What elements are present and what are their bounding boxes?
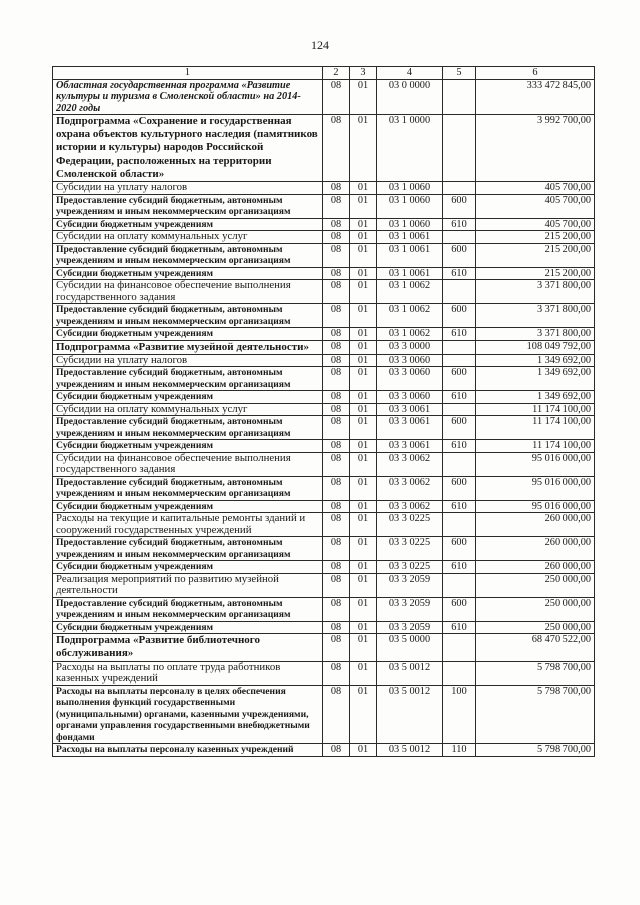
row-target-code-cell: 03 3 2059 <box>377 573 443 597</box>
row-target-code-cell: 03 1 0000 <box>377 115 443 182</box>
row-amount-cell: 95 016 000,00 <box>476 452 595 476</box>
row-subsection-cell: 01 <box>350 661 377 685</box>
row-section-cell: 08 <box>323 500 350 513</box>
row-name-cell: Субсидии бюджетным учреждениям <box>53 267 323 280</box>
row-section-cell: 08 <box>323 354 350 367</box>
table-row <box>53 597 595 621</box>
row-name-cell: Предоставление субсидий бюджетным, автономным учреждениям и иным некоммерческим организациям <box>53 597 323 621</box>
row-expense-type-cell <box>443 513 476 537</box>
row-subsection-cell: 01 <box>350 194 377 218</box>
row-section-cell: 08 <box>323 391 350 404</box>
row-expense-type-cell: 610 <box>443 500 476 513</box>
header-cell: 2 <box>323 67 350 80</box>
row-amount-cell: 3 992 700,00 <box>476 115 595 182</box>
row-section-cell: 08 <box>323 328 350 341</box>
row-name-cell: Субсидии на финансовое обеспечение выполнения государственного задания <box>53 280 323 304</box>
row-subsection-cell: 01 <box>350 280 377 304</box>
table-row <box>53 561 595 574</box>
row-name-cell: Субсидии бюджетным учреждениям <box>53 440 323 453</box>
row-expense-type-cell: 600 <box>443 476 476 500</box>
table-row <box>53 328 595 341</box>
row-target-code-cell: 03 3 0000 <box>377 340 443 354</box>
row-expense-type-cell: 600 <box>443 537 476 561</box>
row-subsection-cell: 01 <box>350 182 377 195</box>
row-amount-cell: 260 000,00 <box>476 561 595 574</box>
row-target-code-cell: 03 0 0000 <box>377 79 443 115</box>
row-section-cell: 08 <box>323 661 350 685</box>
row-target-code-cell: 03 3 0060 <box>377 391 443 404</box>
row-amount-cell: 215 200,00 <box>476 243 595 267</box>
row-subsection-cell: 01 <box>350 328 377 341</box>
row-target-code-cell: 03 5 0012 <box>377 685 443 744</box>
row-amount-cell: 95 016 000,00 <box>476 476 595 500</box>
row-expense-type-cell: 610 <box>443 391 476 404</box>
row-expense-type-cell: 100 <box>443 685 476 744</box>
header-cell: 3 <box>350 67 377 80</box>
row-subsection-cell: 01 <box>350 340 377 354</box>
row-expense-type-cell: 610 <box>443 440 476 453</box>
row-amount-cell: 11 174 100,00 <box>476 416 595 440</box>
row-section-cell: 08 <box>323 367 350 391</box>
row-name-cell: Предоставление субсидий бюджетным, автономным учреждениям и иным некоммерческим организациям <box>53 194 323 218</box>
row-amount-cell: 250 000,00 <box>476 597 595 621</box>
row-expense-type-cell <box>443 634 476 661</box>
row-target-code-cell: 03 3 0225 <box>377 561 443 574</box>
row-name-cell: Субсидии бюджетным учреждениям <box>53 500 323 513</box>
table-row <box>53 280 595 304</box>
table-row <box>53 744 595 757</box>
header-row <box>53 67 595 80</box>
table-row <box>53 115 595 182</box>
row-name-cell: Расходы на текущие и капитальные ремонты зданий и сооружений государственных учреждений <box>53 513 323 537</box>
row-name-cell: Реализация мероприятий по развитию музейной деятельности <box>53 573 323 597</box>
row-section-cell: 08 <box>323 685 350 744</box>
table-row <box>53 367 595 391</box>
row-amount-cell: 5 798 700,00 <box>476 744 595 757</box>
row-section-cell: 08 <box>323 537 350 561</box>
table-row <box>53 194 595 218</box>
row-name-cell: Субсидии на уплату налогов <box>53 354 323 367</box>
row-amount-cell: 95 016 000,00 <box>476 500 595 513</box>
row-target-code-cell: 03 1 0061 <box>377 243 443 267</box>
row-expense-type-cell <box>443 79 476 115</box>
row-expense-type-cell: 110 <box>443 744 476 757</box>
row-name-cell: Подпрограмма «Развитие библиотечного обслуживания» <box>53 634 323 661</box>
table-row <box>53 440 595 453</box>
row-target-code-cell: 03 1 0061 <box>377 267 443 280</box>
row-name-cell: Предоставление субсидий бюджетным, автономным учреждениям и иным некоммерческим организациям <box>53 476 323 500</box>
row-expense-type-cell <box>443 115 476 182</box>
row-name-cell: Субсидии на уплату налогов <box>53 182 323 195</box>
row-target-code-cell: 03 3 0060 <box>377 367 443 391</box>
row-section-cell: 08 <box>323 79 350 115</box>
row-target-code-cell: 03 1 0060 <box>377 194 443 218</box>
row-expense-type-cell: 600 <box>443 243 476 267</box>
row-section-cell: 08 <box>323 194 350 218</box>
row-name-cell: Субсидии на оплату коммунальных услуг <box>53 403 323 416</box>
row-name-cell: Субсидии на оплату коммунальных услуг <box>53 231 323 244</box>
row-target-code-cell: 03 1 0060 <box>377 182 443 195</box>
row-expense-type-cell <box>443 340 476 354</box>
row-subsection-cell: 01 <box>350 621 377 634</box>
row-section-cell: 08 <box>323 744 350 757</box>
table-row <box>53 231 595 244</box>
row-amount-cell: 405 700,00 <box>476 194 595 218</box>
row-subsection-cell: 01 <box>350 500 377 513</box>
row-subsection-cell: 01 <box>350 218 377 231</box>
row-amount-cell: 68 470 522,00 <box>476 634 595 661</box>
header-cell: 1 <box>53 67 323 80</box>
row-subsection-cell: 01 <box>350 115 377 182</box>
row-amount-cell: 405 700,00 <box>476 182 595 195</box>
row-expense-type-cell <box>443 403 476 416</box>
row-target-code-cell: 03 1 0062 <box>377 280 443 304</box>
table-row <box>53 403 595 416</box>
row-expense-type-cell: 610 <box>443 561 476 574</box>
row-expense-type-cell <box>443 573 476 597</box>
row-target-code-cell: 03 1 0060 <box>377 218 443 231</box>
row-subsection-cell: 01 <box>350 561 377 574</box>
row-subsection-cell: 01 <box>350 685 377 744</box>
row-subsection-cell: 01 <box>350 79 377 115</box>
row-section-cell: 08 <box>323 621 350 634</box>
table-row <box>53 79 595 115</box>
row-target-code-cell: 03 3 2059 <box>377 597 443 621</box>
row-target-code-cell: 03 3 2059 <box>377 621 443 634</box>
table-row <box>53 452 595 476</box>
row-subsection-cell: 01 <box>350 354 377 367</box>
table-body <box>53 79 595 756</box>
row-amount-cell: 11 174 100,00 <box>476 440 595 453</box>
row-expense-type-cell: 600 <box>443 416 476 440</box>
header-cell: 4 <box>377 67 443 80</box>
row-amount-cell: 260 000,00 <box>476 537 595 561</box>
row-name-cell: Субсидии на финансовое обеспечение выполнения государственного задания <box>53 452 323 476</box>
table-row <box>53 304 595 328</box>
row-subsection-cell: 01 <box>350 476 377 500</box>
table-row <box>53 685 595 744</box>
row-subsection-cell: 01 <box>350 403 377 416</box>
row-name-cell: Субсидии бюджетным учреждениям <box>53 561 323 574</box>
row-target-code-cell: 03 1 0062 <box>377 328 443 341</box>
row-target-code-cell: 03 3 0225 <box>377 537 443 561</box>
row-name-cell: Расходы на выплаты персоналу в целях обеспечения выполнения функций государственными (муниципальными) органами, казенными учреждениями, органами управления государственными внебюджетными фондами <box>53 685 323 744</box>
page-number: 124 <box>311 38 329 52</box>
row-name-cell: Предоставление субсидий бюджетным, автономным учреждениям и иным некоммерческим организациям <box>53 537 323 561</box>
row-expense-type-cell <box>443 231 476 244</box>
row-expense-type-cell <box>443 354 476 367</box>
row-name-cell: Субсидии бюджетным учреждениям <box>53 218 323 231</box>
row-amount-cell: 1 349 692,00 <box>476 391 595 404</box>
header-cell: 6 <box>476 67 595 80</box>
table-row <box>53 182 595 195</box>
row-amount-cell: 215 200,00 <box>476 231 595 244</box>
row-target-code-cell: 03 3 0062 <box>377 500 443 513</box>
row-amount-cell: 3 371 800,00 <box>476 304 595 328</box>
row-target-code-cell: 03 5 0012 <box>377 661 443 685</box>
table-row <box>53 573 595 597</box>
row-target-code-cell: 03 3 0060 <box>377 354 443 367</box>
table-row <box>53 621 595 634</box>
row-name-cell: Областная государственная программа «Развитие культуры и туризма в Смоленской области» на 2014-2020 годы <box>53 79 323 115</box>
row-target-code-cell: 03 5 0000 <box>377 634 443 661</box>
row-section-cell: 08 <box>323 267 350 280</box>
row-amount-cell: 108 049 792,00 <box>476 340 595 354</box>
row-subsection-cell: 01 <box>350 367 377 391</box>
row-name-cell: Расходы на выплаты по оплате труда работников казенных учреждений <box>53 661 323 685</box>
table-row <box>53 476 595 500</box>
row-amount-cell: 250 000,00 <box>476 573 595 597</box>
row-target-code-cell: 03 3 0061 <box>377 416 443 440</box>
row-name-cell: Субсидии бюджетным учреждениям <box>53 621 323 634</box>
row-section-cell: 08 <box>323 243 350 267</box>
row-subsection-cell: 01 <box>350 231 377 244</box>
row-subsection-cell: 01 <box>350 597 377 621</box>
row-expense-type-cell <box>443 452 476 476</box>
table-row <box>53 661 595 685</box>
table-row <box>53 513 595 537</box>
row-expense-type-cell: 600 <box>443 304 476 328</box>
row-expense-type-cell: 610 <box>443 218 476 231</box>
row-subsection-cell: 01 <box>350 634 377 661</box>
row-section-cell: 08 <box>323 115 350 182</box>
row-subsection-cell: 01 <box>350 452 377 476</box>
row-section-cell: 08 <box>323 561 350 574</box>
row-target-code-cell: 03 3 0062 <box>377 476 443 500</box>
row-amount-cell: 250 000,00 <box>476 621 595 634</box>
row-subsection-cell: 01 <box>350 513 377 537</box>
row-expense-type-cell: 610 <box>443 328 476 341</box>
row-subsection-cell: 01 <box>350 440 377 453</box>
row-target-code-cell: 03 3 0225 <box>377 513 443 537</box>
row-target-code-cell: 03 3 0061 <box>377 440 443 453</box>
budget-table <box>52 66 595 757</box>
row-section-cell: 08 <box>323 416 350 440</box>
row-section-cell: 08 <box>323 440 350 453</box>
table-row <box>53 391 595 404</box>
row-target-code-cell: 03 3 0061 <box>377 403 443 416</box>
row-name-cell: Субсидии бюджетным учреждениям <box>53 328 323 341</box>
row-section-cell: 08 <box>323 573 350 597</box>
row-amount-cell: 1 349 692,00 <box>476 354 595 367</box>
row-subsection-cell: 01 <box>350 573 377 597</box>
row-amount-cell: 405 700,00 <box>476 218 595 231</box>
row-name-cell: Предоставление субсидий бюджетным, автономным учреждениям и иным некоммерческим организациям <box>53 367 323 391</box>
row-amount-cell: 215 200,00 <box>476 267 595 280</box>
row-amount-cell: 11 174 100,00 <box>476 403 595 416</box>
row-section-cell: 08 <box>323 634 350 661</box>
table-row <box>53 500 595 513</box>
row-target-code-cell: 03 1 0061 <box>377 231 443 244</box>
row-expense-type-cell <box>443 280 476 304</box>
row-section-cell: 08 <box>323 403 350 416</box>
row-target-code-cell: 03 1 0062 <box>377 304 443 328</box>
table-row <box>53 634 595 661</box>
table-row <box>53 354 595 367</box>
row-expense-type-cell <box>443 661 476 685</box>
row-name-cell: Подпрограмма «Сохранение и государственная охрана объектов культурного наследия (памятников истории и культуры) народов Российской Федерации, расположенных на территории Смоленской области» <box>53 115 323 182</box>
header-cell: 5 <box>443 67 476 80</box>
table-row <box>53 218 595 231</box>
row-amount-cell: 260 000,00 <box>476 513 595 537</box>
row-expense-type-cell: 610 <box>443 621 476 634</box>
row-section-cell: 08 <box>323 182 350 195</box>
row-section-cell: 08 <box>323 452 350 476</box>
row-expense-type-cell: 600 <box>443 597 476 621</box>
row-section-cell: 08 <box>323 513 350 537</box>
table-row <box>53 243 595 267</box>
row-name-cell: Подпрограмма «Развитие музейной деятельности» <box>53 340 323 354</box>
row-amount-cell: 333 472 845,00 <box>476 79 595 115</box>
row-subsection-cell: 01 <box>350 243 377 267</box>
row-amount-cell: 5 798 700,00 <box>476 685 595 744</box>
row-name-cell: Предоставление субсидий бюджетным, автономным учреждениям и иным некоммерческим организациям <box>53 304 323 328</box>
row-subsection-cell: 01 <box>350 391 377 404</box>
row-expense-type-cell: 600 <box>443 367 476 391</box>
row-expense-type-cell: 600 <box>443 194 476 218</box>
row-section-cell: 08 <box>323 340 350 354</box>
row-section-cell: 08 <box>323 597 350 621</box>
row-section-cell: 08 <box>323 304 350 328</box>
row-name-cell: Предоставление субсидий бюджетным, автономным учреждениям и иным некоммерческим организациям <box>53 416 323 440</box>
row-name-cell: Субсидии бюджетным учреждениям <box>53 391 323 404</box>
row-section-cell: 08 <box>323 231 350 244</box>
row-subsection-cell: 01 <box>350 304 377 328</box>
row-section-cell: 08 <box>323 280 350 304</box>
row-name-cell: Расходы на выплаты персоналу казенных учреждений <box>53 744 323 757</box>
row-target-code-cell: 03 5 0012 <box>377 744 443 757</box>
row-expense-type-cell <box>443 182 476 195</box>
table-row <box>53 537 595 561</box>
row-amount-cell: 3 371 800,00 <box>476 328 595 341</box>
table-row <box>53 267 595 280</box>
row-subsection-cell: 01 <box>350 537 377 561</box>
row-expense-type-cell: 610 <box>443 267 476 280</box>
row-target-code-cell: 03 3 0062 <box>377 452 443 476</box>
row-section-cell: 08 <box>323 218 350 231</box>
row-amount-cell: 5 798 700,00 <box>476 661 595 685</box>
row-subsection-cell: 01 <box>350 744 377 757</box>
row-subsection-cell: 01 <box>350 267 377 280</box>
row-section-cell: 08 <box>323 476 350 500</box>
table-row <box>53 340 595 354</box>
row-name-cell: Предоставление субсидий бюджетным, автономным учреждениям и иным некоммерческим организациям <box>53 243 323 267</box>
row-amount-cell: 1 349 692,00 <box>476 367 595 391</box>
table-row <box>53 416 595 440</box>
row-amount-cell: 3 371 800,00 <box>476 280 595 304</box>
row-subsection-cell: 01 <box>350 416 377 440</box>
